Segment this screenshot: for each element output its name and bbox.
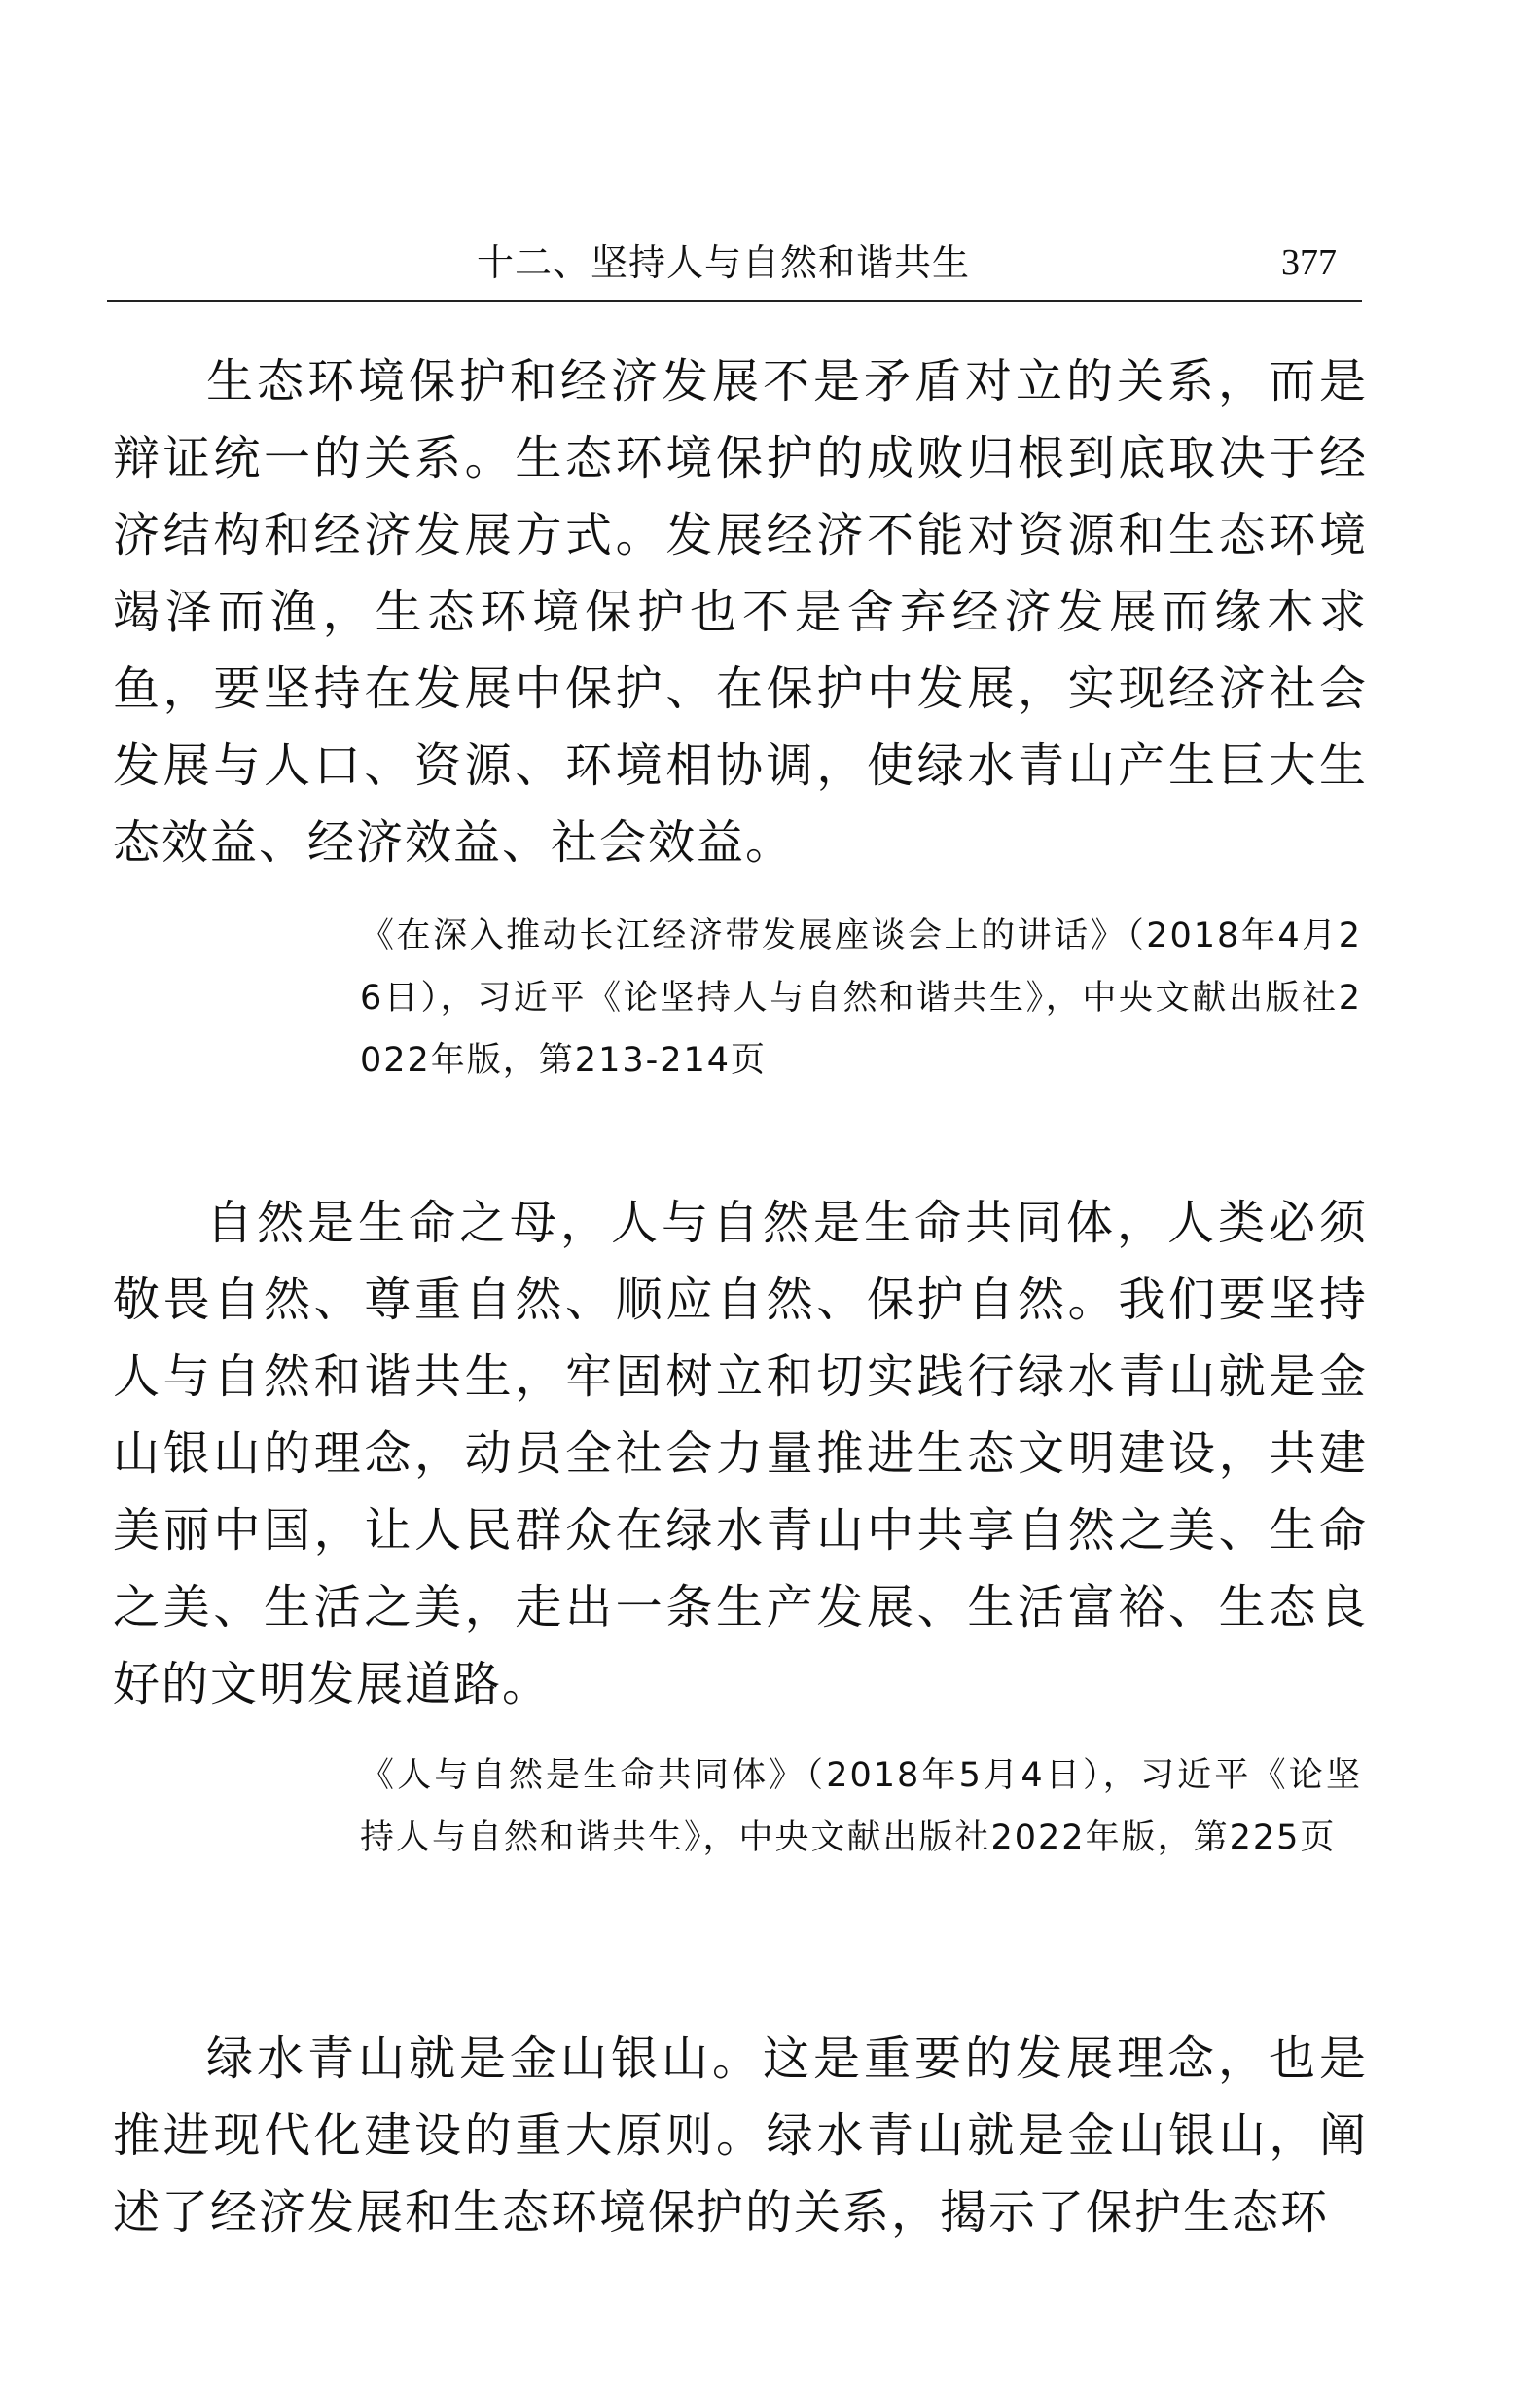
page-number: 377 xyxy=(1281,242,1337,283)
paragraph-3: 绿水青山就是金山银山。这是重要的发展理念，也是推进现代化建设的重大原则。绿水青山就是金山银山，阐述了经济发展和生态环境保护的关系，揭示了保护生态环 xyxy=(113,2031,1368,2240)
citation-1: 《在深入推动长江经济带发展座谈会上的讲话》（2018年4月26日），习近平《论坚持人与自然和谐共生》，中央文献出版社2022年版，第213-214页 xyxy=(360,916,1362,1080)
citation-2: 《人与自然是生命共同体》（2018年5月4日），习近平《论坚持人与自然和谐共生》，中央文献出版社2022年版，第225页 xyxy=(360,1756,1362,1857)
paragraph-1: 生态环境保护和经济发展不是矛盾对立的关系，而是辩证统一的关系。生态环境保护的成败归根到底取决于经济结构和经济发展方式。发展经济不能对资源和生态环境竭泽而渔，生态环境保护也不是舍弃经济发展而缘木求鱼，要坚持在发展中保护、在保护中发展，实现经济社会发展与人口、资源、环境相协调，使绿水青山产生巨大生态效益、经济效益、社会效益。 xyxy=(113,354,1368,870)
running-header xyxy=(107,230,1362,302)
paragraph-2: 自然是生命之母，人与自然是生命共同体，人类必须敬畏自然、尊重自然、顺应自然、保护自然。我们要坚持人与自然和谐共生，牢固树立和切实践行绿水青山就是金山银山的理念，动员全社会力量推进生态文明建设，共建美丽中国，让人民群众在绿水青山中共享自然之美、生命之美、生活之美，走出一条生产发展、生活富裕、生态良好的文明发展道路。 xyxy=(113,1196,1368,1711)
chapter-title: 十二、坚持人与自然和谐共生 xyxy=(477,241,971,284)
